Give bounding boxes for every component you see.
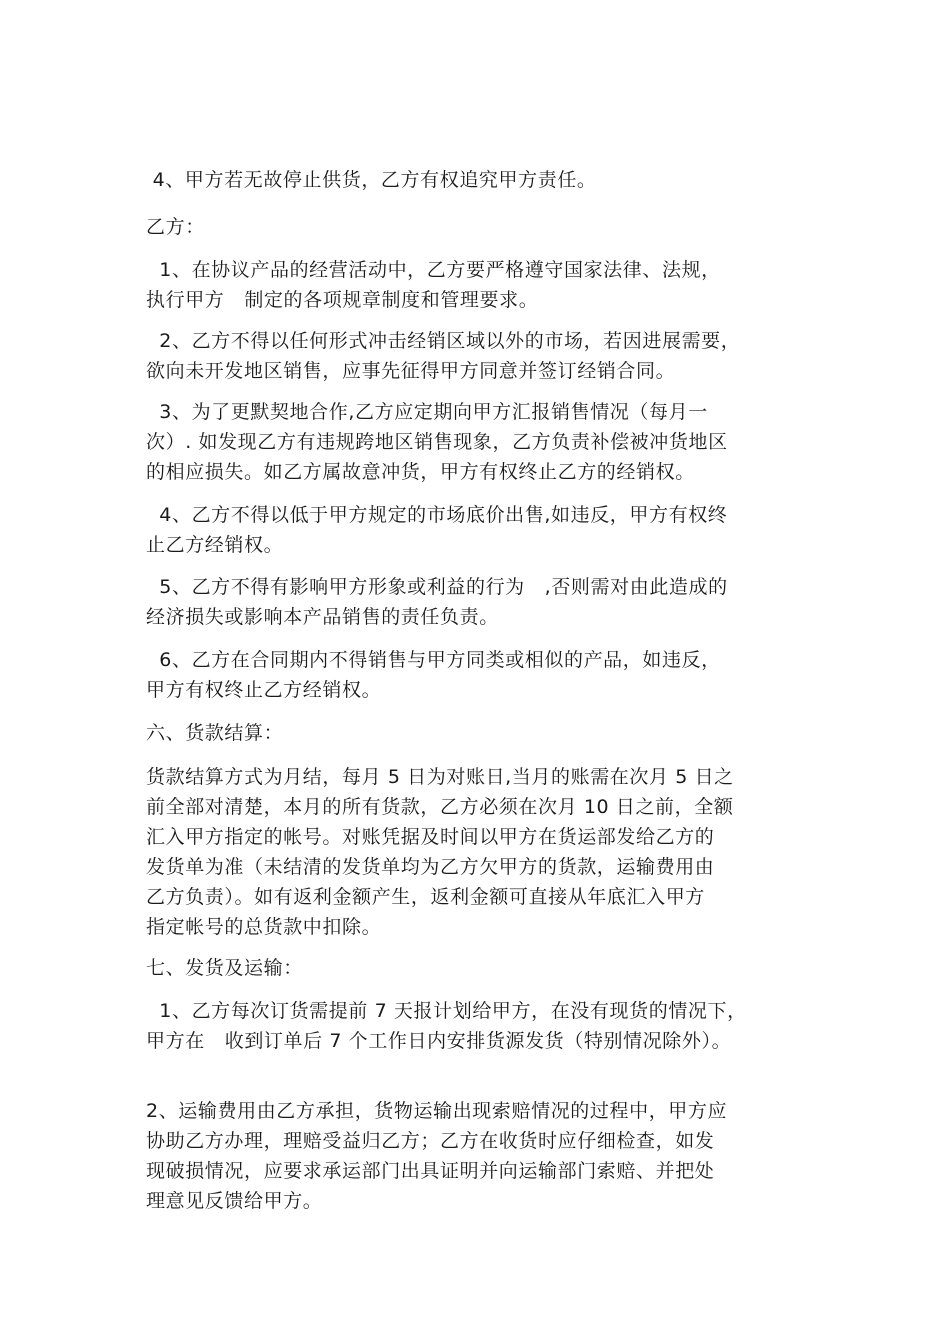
text-line: 甲方在 收到订单后 7 个工作日内安排货源发货（特别情况除外）。 xyxy=(146,1030,732,1052)
text-line: 乙方负责）。如有返利金额产生，返利金额可直接从年底汇入甲方 xyxy=(146,886,705,908)
paragraph-yi-1 xyxy=(146,255,836,315)
paragraph-jia-4 xyxy=(146,165,836,195)
text-line: 协助乙方办理，理赔受益归乙方；乙方在收货时应仔细检查，如发 xyxy=(146,1130,715,1152)
text-line: 1、乙方每次订货需提前 7 天报计划给甲方，在没有现货的情况下， xyxy=(146,1000,747,1022)
text-line: 止乙方经销权。 xyxy=(146,534,284,556)
text-line: 的相应损失。如乙方属故意冲货，甲方有权终止乙方的经销权。 xyxy=(146,461,695,483)
text-line: 6、乙方在合同期内不得销售与甲方同类或相似的产品，如违反， xyxy=(146,649,721,671)
heading-yi xyxy=(146,212,836,242)
text-line: 乙方： xyxy=(146,216,205,238)
heading-section-6 xyxy=(146,718,836,748)
text-line: 执行甲方 制定的各项规章制度和管理要求。 xyxy=(146,289,539,311)
paragraph-section-6-body xyxy=(146,762,836,942)
text-line: 理意见反馈给甲方。 xyxy=(146,1190,323,1212)
text-line: 2、运输费用由乙方承担，货物运输出现索赔情况的过程中，甲方应 xyxy=(146,1100,728,1122)
text-line: 经济损失或影响本产品销售的责任负责。 xyxy=(146,606,499,628)
text-line: 七、发货及运输： xyxy=(146,957,303,979)
text-line: 前全部对清楚，本月的所有货款，乙方必须在次月 10 日之前，全额 xyxy=(146,796,734,818)
paragraph-yi-6 xyxy=(146,645,836,705)
text-line: 发货单为准（未结清的发货单均为乙方欠甲方的货款，运输费用由 xyxy=(146,856,715,878)
text-line: 2、乙方不得以任何形式冲击经销区域以外的市场，若因进展需要， xyxy=(146,330,741,352)
heading-section-7 xyxy=(146,953,836,983)
text-line: 3、为了更默契地合作,乙方应定期向甲方汇报销售情况（每月一 xyxy=(146,401,708,423)
text-line: 指定帐号的总货款中扣除。 xyxy=(146,916,382,938)
text-line: 欲向未开发地区销售，应事先征得甲方同意并签订经销合同。 xyxy=(146,360,676,382)
text-line: 六、货款结算： xyxy=(146,722,284,744)
text-line: 货款结算方式为月结，每月 5 日为对账日,当月的账需在次月 5 日之 xyxy=(146,766,734,788)
paragraph-yi-2 xyxy=(146,326,836,386)
text-line: 5、乙方不得有影响甲方形象或利益的行为 ,否则需对由此造成的 xyxy=(146,576,728,598)
paragraph-yi-5 xyxy=(146,572,836,632)
paragraph-section-7-item-1 xyxy=(146,996,836,1056)
text-line: 现破损情况，应要求承运部门出具证明并向运输部门索赔、并把处 xyxy=(146,1160,715,1182)
text-line: 次）. 如发现乙方有违规跨地区销售现象，乙方负责补偿被冲货地区 xyxy=(146,431,728,453)
text-line: 甲方有权终止乙方经销权。 xyxy=(146,679,382,701)
text-line: 1、在协议产品的经营活动中，乙方要严格遵守国家法律、法规， xyxy=(146,259,721,281)
text-line: 汇入甲方指定的帐号。对账凭据及时间以甲方在货运部发给乙方的 xyxy=(146,826,715,848)
text-line: 4、甲方若无故停止供货，乙方有权追究甲方责任。 xyxy=(146,169,597,191)
paragraph-yi-4 xyxy=(146,500,836,560)
paragraph-yi-3 xyxy=(146,397,836,487)
text-line: 4、乙方不得以低于甲方规定的市场底价出售,如违反，甲方有权终 xyxy=(146,504,728,526)
paragraph-section-7-item-2 xyxy=(146,1096,836,1216)
